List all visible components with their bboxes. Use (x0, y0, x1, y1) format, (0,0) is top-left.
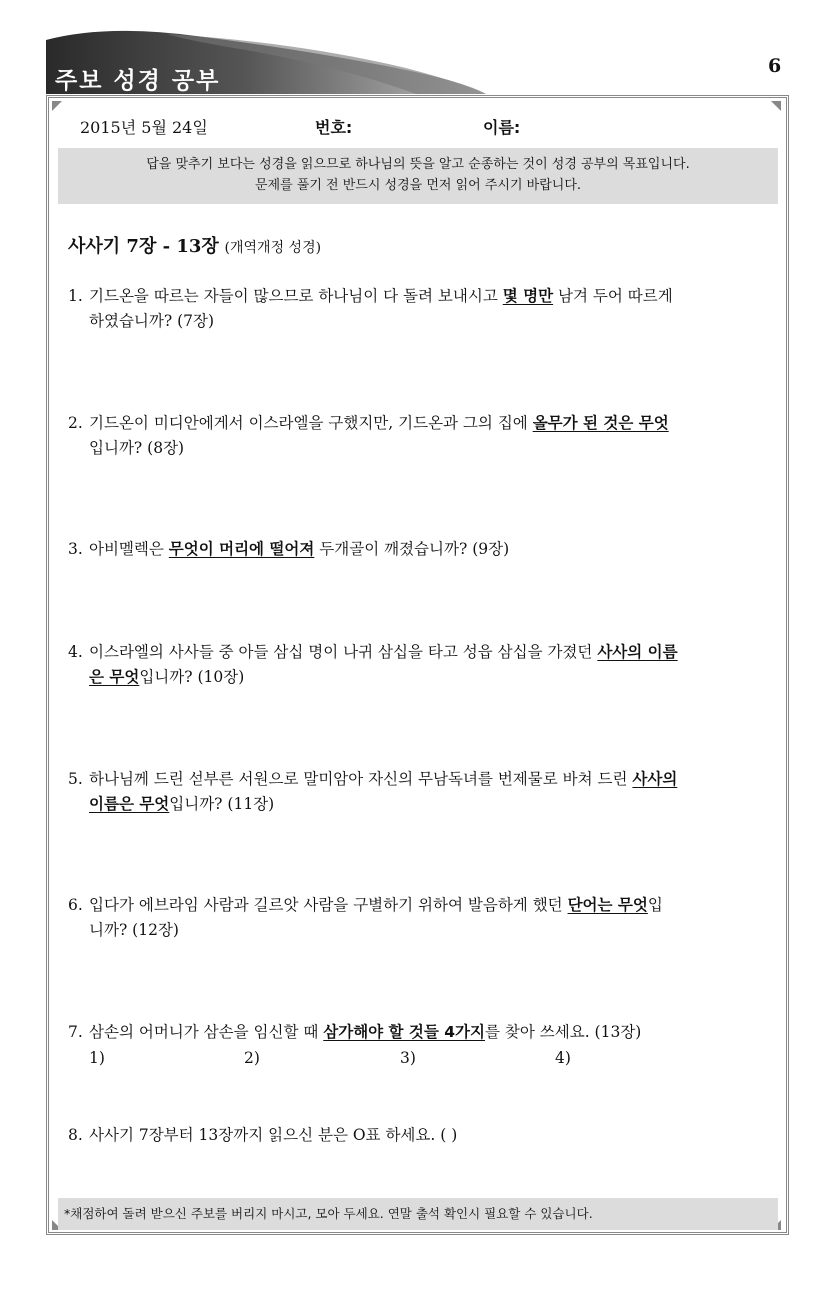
question-keyword: 단어는 무엇 (567, 896, 648, 914)
corner-ornament (52, 101, 62, 111)
question-number: 6. (68, 896, 83, 914)
notice-box (58, 148, 778, 204)
question-line (89, 414, 669, 432)
question-4 (68, 640, 773, 690)
question-text: 이스라엘의 사사들 중 아들 삼십 명이 나귀 삼십을 타고 성읍 삼십을 가졌던 (89, 643, 598, 661)
bible-version: (개역개정 성경) (224, 240, 322, 256)
question-5 (68, 767, 773, 817)
corner-ornament (771, 101, 781, 111)
question-text: 입다가 에브라임 사람과 길르앗 사람을 구별하기 위하여 발음하게 했던 (89, 896, 568, 914)
question-number: 3. (68, 540, 83, 558)
question-number: 7. (68, 1023, 83, 1041)
question-number: 4. (68, 643, 83, 661)
question-line (89, 643, 678, 661)
question-keyword: 올무가 된 것은 무엇 (532, 414, 669, 432)
question-text: 하나님께 드린 섣부른 서원으로 말미암아 자신의 무남독녀를 번제물로 바쳐 드린 (89, 770, 633, 788)
number-label: 번호: (315, 118, 353, 137)
question-text: 하였습니까? (7장) (89, 312, 215, 330)
question-line (89, 287, 673, 305)
question-2 (68, 411, 773, 461)
question-keyword: 사사의 (632, 770, 678, 788)
answer-slot-3: 3) (400, 1049, 416, 1067)
question-number: 8. (68, 1126, 83, 1144)
question-number: 2. (68, 414, 83, 432)
lesson-title (68, 232, 321, 258)
question-keyword: 삼가해야 할 것들 4가지 (323, 1023, 485, 1041)
info-row (80, 115, 760, 139)
question-line (89, 1023, 641, 1041)
answer-slot-4: 4) (555, 1049, 571, 1067)
question-line (89, 540, 509, 558)
answer-slot-1: 1) (89, 1049, 105, 1067)
name-label: 이름: (483, 118, 521, 137)
question-3 (68, 537, 773, 562)
question-text: 니까? (12장) (89, 921, 179, 939)
question-text: 삼손의 어머니가 삼손을 임신할 때 (89, 1023, 324, 1041)
header-title: 주보 성경 공부 (55, 68, 221, 94)
question-keyword: 은 무엇 (89, 668, 140, 686)
lesson-title-main: 사사기 7장 - 13장 (68, 236, 219, 257)
question-text: 기드온을 따르는 자들이 많으므로 하나님이 다 돌려 보내시고 (89, 287, 503, 305)
question-text: 기드온이 미디안에게서 이스라엘을 구했지만, 기드온과 그의 집에 (89, 414, 533, 432)
question-text: 사사기 7장부터 13장까지 읽으신 분은 O표 하세요. ( ) (89, 1126, 458, 1144)
question-text: 를 찾아 쓰세요. (13장) (485, 1023, 642, 1041)
question-keyword: 몇 명만 (502, 287, 554, 305)
question-text: 입니까? (11장) (169, 795, 275, 813)
question-1 (68, 284, 773, 334)
notice-line: 답을 맞추기 보다는 성경을 읽으므로 하나님의 뜻을 알고 순종하는 것이 성경 공부의 목표입니다. (146, 157, 690, 172)
question-keyword: 무엇이 머리에 떨어져 (168, 540, 315, 558)
question-line (89, 770, 677, 788)
question-text: 아비멜렉은 (89, 540, 169, 558)
question-text: 입니까? (8장) (89, 439, 185, 457)
question-line (89, 896, 663, 914)
answer-slots (89, 1049, 689, 1073)
question-number: 1. (68, 287, 83, 305)
question-text: 입 (647, 896, 663, 914)
question-text: 남겨 두어 따르게 (553, 287, 673, 305)
footer-note: *채점하여 돌려 받으신 주보를 버리지 마시고, 모아 두세요. 연말 출석 확인시 필요할 수 있습니다. (58, 1198, 778, 1230)
question-text: 입니까? (10장) (139, 668, 245, 686)
date-text: 2015년 5월 24일 (80, 118, 208, 137)
page-number: 6 (768, 55, 782, 77)
notice-line: 문제를 풀기 전 반드시 성경을 먼저 읽어 주시기 바랍니다. (254, 178, 582, 193)
question-8 (68, 1123, 773, 1148)
question-keyword: 사사의 이름 (597, 643, 678, 661)
question-keyword: 이름은 무엇 (89, 795, 170, 813)
question-6 (68, 893, 773, 943)
question-text: 두개골이 깨졌습니까? (9장) (314, 540, 510, 558)
question-7 (68, 1020, 773, 1045)
answer-slot-2: 2) (244, 1049, 260, 1067)
question-number: 5. (68, 770, 83, 788)
